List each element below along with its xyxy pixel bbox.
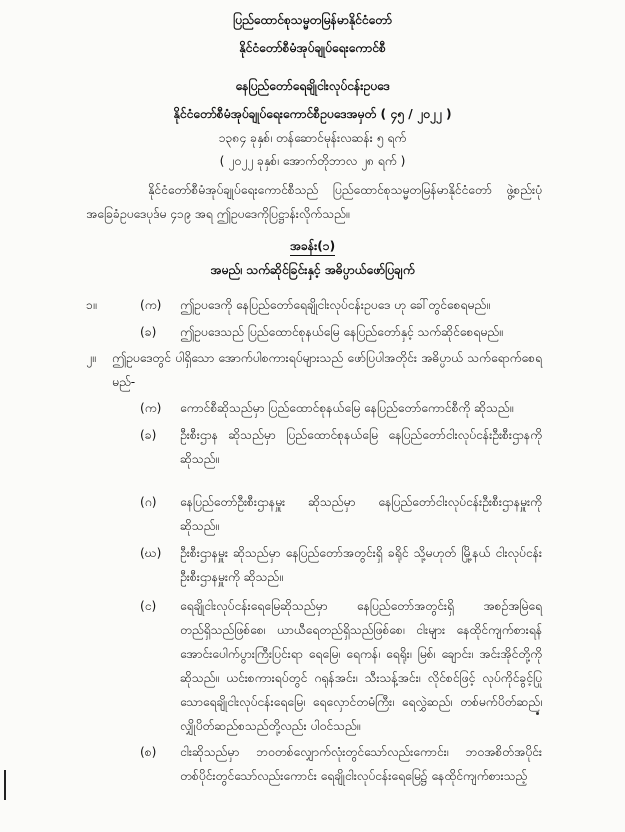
definition-label: (စ) <box>140 745 157 759</box>
section-1-item-label: (က) <box>140 298 162 312</box>
date-gregorian: ( ၂၀၂၂ ခုနှစ်၊ အောက်တိုဘာလ ၂၈ ရက် ) <box>219 154 406 168</box>
definition-label: (င) <box>140 599 157 613</box>
section-1-item-label: (ခ) <box>140 325 157 339</box>
definition-text: ငါးဆိုသည်မှာ ဘဝတစ်လျှောက်လုံးတွင်သော်လည်းကောင်း၊ ဘဝအစိတ်အပိုင်း တစ်ပိုင်းတွင်သော်လည်းကောင်း ရေချိုငါးလုပ်ငန်းရေမြေ၌ နေထိုင်ကျက်စားသည့် <box>180 745 542 783</box>
date-myanmar: ၁၃၈၄ ခုနှစ်၊ တန်ဆောင်မုန်းလဆန်း ၅ ရက် <box>218 131 407 145</box>
definition-text: ဦးစီးဌာန ဆိုသည်မှာ ပြည်ထောင်စုနယ်မြေ နေပြည်တော်ငါးလုပ်ငန်းဦးစီးဌာနကို ဆိုသည်။ <box>180 428 542 466</box>
scan-artifact <box>536 712 539 715</box>
section-2-intro: ဤဥပဒေတွင် ပါရှိသော အောက်ပါစကားရပ်များသည် ဖော်ပြပါအတိုင်း အဓိပ္ပာယ် သက်ရောက်စေရမည်- <box>112 351 542 389</box>
section-1-item-text: ဤဥပဒေသည် ပြည်ထောင်စုနယ်မြေ နေပြည်တော်နှင့် သက်ဆိုင်စေရမည်။ <box>180 325 503 339</box>
scan-artifact <box>4 770 6 800</box>
section-2-number: ၂။ <box>86 351 96 365</box>
definition-text: ကောင်စီဆိုသည်မှာ ပြည်ထောင်စုနယ်မြေ နေပြည်တော်ကောင်စီကို ဆိုသည်။ <box>180 401 514 415</box>
preamble-paragraph: နိုင်ငံတော်စီမံအုပ်ချုပ်ရေးကောင်စီသည် ပြည်ထောင်စုသမ္မတမြန်မာနိုင်ငံတော် ဖွဲ့စည်းပုံအခြေခံဥပဒေပုဒ်မ ၄၁၉ အရ ဤဥပဒေကိုပြဋ္ဌာန်းလိုက်သည်။ <box>86 183 542 221</box>
section-1-number: ၁။ <box>86 298 97 312</box>
chapter-title: အမည်၊ သက်ဆိုင်ခြင်းနှင့် အဓိပ္ပာယ်ဖော်ပြချက် <box>210 263 415 277</box>
chapter-number <box>0 238 625 256</box>
definition-text: ဦးစီးဌာနမှူး ဆိုသည်မှာ နေပြည်တော်အတွင်းရှိ ခရိုင် သို့မဟုတ် မြို့နယ် ငါးလုပ်ငန်းဦးစီးဌာနမှူးကို ဆိုသည်။ <box>180 546 542 584</box>
section-1-item-text: ဤဥပဒေကို နေပြည်တော်ရေချိုငါးလုပ်ငန်းဥပဒေ ဟု ခေါ်တွင်စေရမည်။ <box>180 298 490 312</box>
definition-label: (က) <box>140 401 162 415</box>
chapter-number-text: အခန်း(၁) <box>290 238 335 256</box>
law-number: နိုင်ငံတော်စီမံအုပ်ချုပ်ရေးကောင်စီဥပဒေအမှတ် ( ၄၅ / ၂၀၂၂ ) <box>173 107 452 121</box>
definition-text: နေပြည်တော်ဦးစီးဌာနမှူး ဆိုသည်မှာ နေပြည်တော်ငါးလုပ်ငန်းဦးစီးဌာနမှူးကို ဆိုသည်။ <box>180 495 542 533</box>
header-title-state: ပြည်ထောင်စုသမ္မတမြန်မာနိုင်ငံတော် <box>232 13 393 27</box>
definition-label: (ဃ) <box>140 546 162 560</box>
definition-label: (ဂ) <box>140 495 157 509</box>
definition-label: (ခ) <box>140 428 157 442</box>
header-title-council: နိုင်ငံတော်စီမံအုပ်ချုပ်ရေးကောင်စီ <box>239 41 386 55</box>
definition-text: ရေချိုငါးလုပ်ငန်းရေမြေဆိုသည်မှာ နေပြည်တော်အတွင်းရှိ အစဉ်အမြဲရေတည်ရှိသည်ဖြစ်စေ၊ ယာယီရေတည်ရှိသည်ဖြစ်စေ၊ ငါးများ နေထိုင်ကျက်စားရန်အောင်းပေါက်ပွားကြီးပြင်းရာ ရေမြေ၊ ရေကန်၊ ရေရိုး၊ မြစ်၊ ချောင်း၊ အင်းအိုင်တို့ကို ဆိုသည်။ ယင်းစကားရပ်တွင် ဂရုန်အင်း၊ သီးသန့်အင်း၊ လိုင်စင်ဖြင့် လုပ်ကိုင်ခွင့်ပြုသောရေချိုငါးလုပ်ငန်းရေမြေ၊ ရေလှောင်တမံကြီး၊ ရေလွှဲဆည်၊ တစ်မက်ပိတ်ဆည်၊ လျှိုပိတ်ဆည်စသည်တို့လည်း ပါဝင်သည်။ <box>180 599 542 733</box>
law-title: နေပြည်တော်ရေချိုငါးလုပ်ငန်းဥပဒေ <box>235 79 390 93</box>
